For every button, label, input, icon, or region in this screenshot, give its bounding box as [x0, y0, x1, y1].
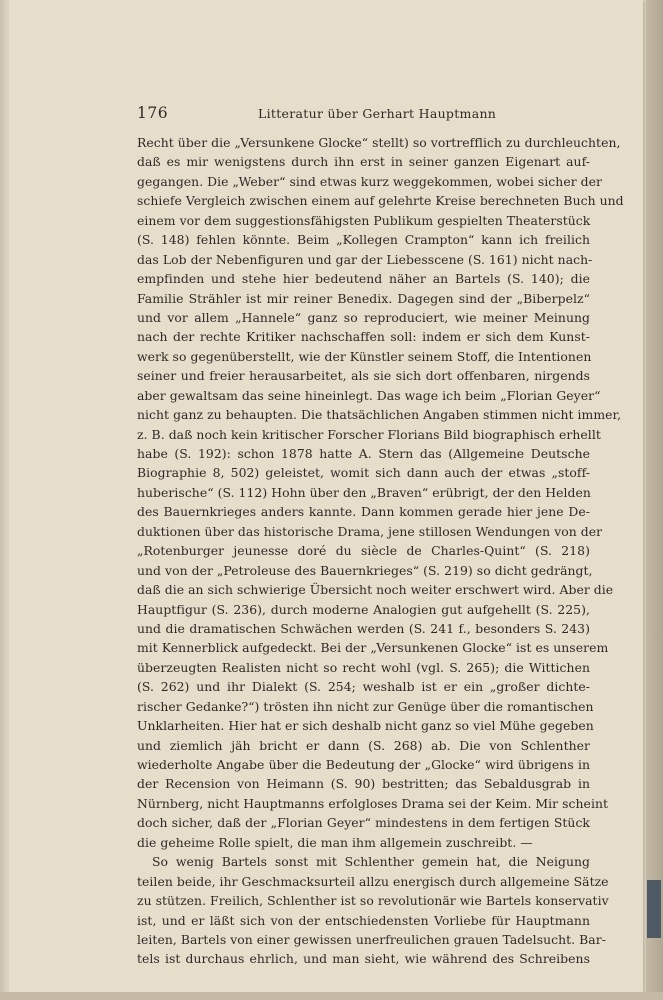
text-line: leiten, Bartels von einer gewissen unerfreulichen grauen Tadelsucht. Bar- — [137, 931, 606, 947]
page-bottom-edge — [0, 992, 663, 1000]
text-line: des Bauernkrieges anders kannte. Dann kommen gerade hier jene De- — [137, 504, 590, 520]
text-line: duktionen über das historische Drama, jene stillosen Wendungen von der — [137, 523, 603, 539]
text-line: und von der „Petroleuse des Bauernkrieges“ (S. 219) so dicht gedrängt, — [137, 562, 593, 578]
text-line: mit Kennerblick aufgedeckt. Bei der „Versunkenen Glocke“ ist es unserem — [137, 640, 609, 656]
text-line: wiederholte Angabe über die Bedeutung der „Glocke“ wird übrigens in — [137, 757, 590, 772]
text-line: und die dramatischen Schwächen werden (S. 241 f., besonders S. 243) — [137, 620, 590, 636]
text-line: Unklarheiten. Hier hat er sich deshalb nicht ganz so viel Mühe gegeben — [137, 718, 594, 734]
paragraph-first-line: So wenig Bartels sonst mit Schlenther gemein hat, die Neigung — [152, 854, 590, 870]
text-line: „Rotenburger jeunesse doré du siècle de Charles-Quint“ (S. 218) — [137, 543, 590, 559]
text-line: einem vor dem suggestionsfähigsten Publikum gespielten Theaterstück — [137, 212, 591, 228]
text-line: empfinden und stehe hier bedeutend näher an Bartels (S. 140); die — [137, 271, 590, 287]
page-header — [137, 104, 590, 124]
text-line: gegangen. Die „Weber“ sind etwas kurz weggekommen, wobei sicher der — [137, 173, 602, 189]
text-line: zu stützen. Freilich, Schlenther ist so revolutionär wie Bartels konservativ — [137, 893, 609, 909]
text-line: und ziemlich jäh bricht er dann (S. 268) ab. Die von Schlenther — [137, 737, 590, 753]
text-line: (S. 148) fehlen könnte. Beim „Kollegen Crampton“ kann ich freilich — [137, 232, 590, 248]
text-line: nach der rechte Kritiker nachschaffen soll: indem er sich dem Kunst- — [137, 329, 590, 345]
text-line: seiner und freier herausarbeitet, als sie sich dort offenbaren, nirgends — [137, 368, 590, 384]
text-line: das Lob der Nebenfiguren und gar der Liebesscene (S. 161) nicht nach- — [137, 251, 593, 267]
text-line: rischer Gedanke?“) trösten ihn nicht zur Genüge über die romantischen — [137, 698, 594, 714]
text-line: Recht über die „Versunkene Glocke“ stellt) so vortrefflich zu durchleuchten, — [137, 135, 621, 150]
text-line: Hauptfigur (S. 236), durch moderne Analogien gut aufgehellt (S. 225), — [137, 601, 590, 617]
text-line: nicht ganz zu behaupten. Die thatsächlichen Angaben stimmen nicht immer, — [137, 407, 622, 423]
page-number: 176 — [137, 104, 169, 122]
text-line: (S. 262) und ihr Dialekt (S. 254; weshalb ist er ein „großer dichte- — [137, 679, 590, 695]
text-line: habe (S. 192): schon 1878 hatte A. Stern das (Allgemeine Deutsche — [137, 446, 590, 461]
text-line: Familie Strähler ist mir reiner Benedix. Dagegen sind der „Biberpelz“ — [137, 290, 590, 306]
text-line: Biographie 8, 502) geleistet, womit sich dann auch der etwas „stoff- — [137, 465, 590, 481]
text-line: der Recension von Heimann (S. 90) bestritten; das Sebaldusgrab in — [137, 776, 590, 792]
text-line: schiefe Vergleich zwischen einem auf gelehrte Kreise berechneten Buch und — [137, 193, 624, 209]
text-line: z. B. daß noch kein kritischer Forscher Florians Bild biographisch erhellt — [137, 426, 601, 442]
page-edge — [646, 0, 663, 1000]
text-line: werk so gegenüberstellt, wie der Künstler seinem Stoff, die Intentionen — [137, 348, 592, 364]
text-line: daß es mir wenigstens durch ihn erst in seiner ganzen Eigenart auf- — [137, 154, 590, 170]
text-line: und vor allem „Hannele“ ganz so reproduciert, wie meiner Meinung — [137, 309, 590, 325]
text-line: die geheime Rolle spielt, die man ihm allgemein zuschreibt. — — [137, 834, 533, 850]
text-line: überzeugten Realisten nicht so recht wohl (vgl. S. 265); die Wittichen — [137, 659, 590, 675]
text-line: ist, und er läßt sich von der entschiedensten Vorliebe für Hauptmann — [137, 912, 590, 928]
running-head: Litteratur über Gerhart Hauptmann — [258, 106, 497, 121]
text-line: doch sicher, daß der „Florian Geyer“ mindestens in dem fertigen Stück — [137, 815, 590, 831]
text-line: Nürnberg, nicht Hauptmanns erfolgloses Drama sei der Keim. Mir scheint — [137, 795, 609, 811]
binding-tab — [647, 880, 661, 938]
body-text — [137, 133, 624, 969]
text-line: huberische“ (S. 112) Hohn über den „Braven“ erübrigt, der den Helden — [137, 484, 591, 500]
text-line: teilen beide, ihr Geschmacksurteil allzu energisch durch allgemeine Sätze — [137, 873, 609, 889]
text-line: daß die an sich schwierige Übersicht noch weiter erschwert wird. Aber die — [137, 582, 614, 598]
text-line: tels ist durchaus ehrlich, und man sieht, wie während des Schreibens — [137, 951, 590, 967]
text-line: aber gewaltsam das seine hineinlegt. Das wage ich beim „Florian Geyer“ — [137, 387, 601, 403]
